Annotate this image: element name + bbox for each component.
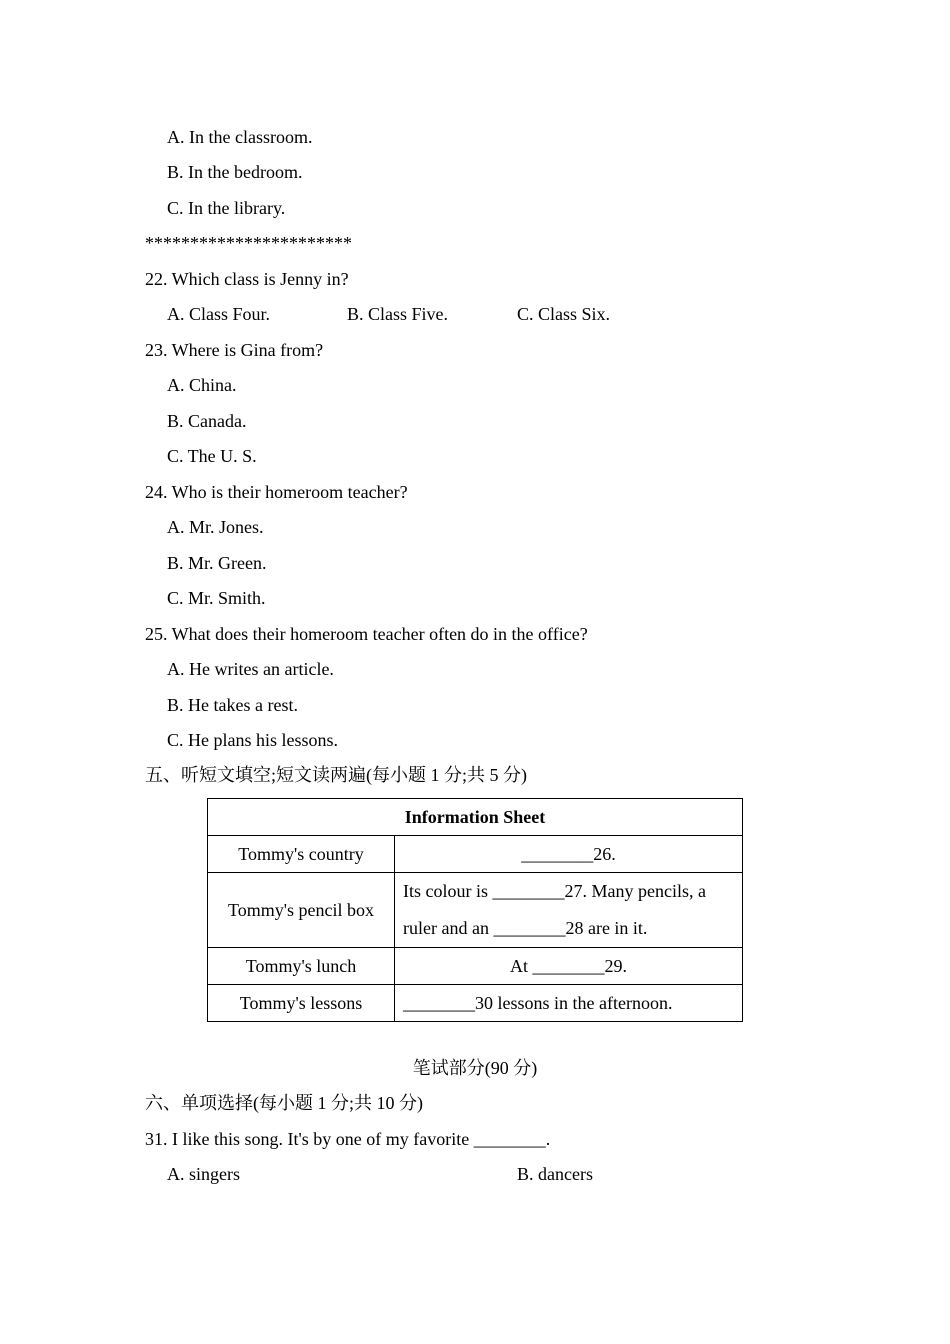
row-value-pencil-box bbox=[395, 873, 743, 948]
q22-option-c: C. Class Six. bbox=[517, 304, 611, 324]
row-value-country: ________26. bbox=[395, 836, 743, 873]
written-part-heading: 笔试部分(90 分) bbox=[412, 1058, 538, 1078]
pencil-box-line-1: Its colour is ________27. Many pencils, a bbox=[403, 881, 706, 901]
q22-question: 22. Which class is Jenny in? bbox=[145, 269, 349, 289]
q22-option-b: B. Class Five. bbox=[347, 304, 449, 324]
table-row bbox=[208, 985, 743, 1022]
q23-question: 23. Where is Gina from? bbox=[145, 340, 324, 360]
q23-option-a: A. China. bbox=[167, 375, 237, 395]
section6-heading: 六、单项选择(每小题 1 分;共 10 分) bbox=[145, 1093, 423, 1113]
q22-options-row bbox=[0, 303, 950, 325]
table-row bbox=[208, 836, 743, 873]
row-label-lessons: Tommy's lessons bbox=[208, 985, 395, 1022]
row-value-lessons: ________30 lessons in the afternoon. bbox=[395, 985, 743, 1022]
table-row bbox=[208, 873, 743, 948]
q31-option-b: B. dancers bbox=[517, 1164, 593, 1184]
q25-option-a: A. He writes an article. bbox=[167, 659, 334, 679]
q25-question: 25. What does their homeroom teacher often do in the office? bbox=[145, 624, 588, 644]
table-row bbox=[208, 799, 743, 836]
q31-options-row bbox=[0, 1163, 950, 1185]
q23-option-b: B. Canada. bbox=[167, 411, 247, 431]
row-label-country: Tommy's country bbox=[208, 836, 395, 873]
q31-question: 31. I like this song. It's by one of my favorite ________. bbox=[145, 1129, 551, 1149]
section5-heading: 五、听短文填空;短文读两遍(每小题 1 分;共 5 分) bbox=[145, 765, 527, 785]
table-row bbox=[208, 948, 743, 985]
information-sheet-table bbox=[207, 798, 743, 1022]
table-title: Information Sheet bbox=[208, 799, 743, 836]
q31-option-a: A. singers bbox=[167, 1164, 240, 1184]
q21-option-a: A. In the classroom. bbox=[167, 127, 313, 147]
pencil-box-line-2: ruler and an ________28 are in it. bbox=[403, 918, 648, 938]
q25-option-b: B. He takes a rest. bbox=[167, 695, 298, 715]
separator-stars: *********************** bbox=[145, 233, 352, 253]
q22-option-a: A. Class Four. bbox=[167, 304, 271, 324]
q24-option-a: A. Mr. Jones. bbox=[167, 517, 264, 537]
q24-question: 24. Who is their homeroom teacher? bbox=[145, 482, 408, 502]
q21-option-b: B. In the bedroom. bbox=[167, 162, 303, 182]
q21-option-c: C. In the library. bbox=[167, 198, 286, 218]
row-value-lunch: At ________29. bbox=[395, 948, 743, 985]
row-label-lunch: Tommy's lunch bbox=[208, 948, 395, 985]
q25-option-c: C. He plans his lessons. bbox=[167, 730, 338, 750]
q24-option-c: C. Mr. Smith. bbox=[167, 588, 266, 608]
q23-option-c: C. The U. S. bbox=[167, 446, 257, 466]
q24-option-b: B. Mr. Green. bbox=[167, 553, 267, 573]
row-label-pencil-box: Tommy's pencil box bbox=[208, 873, 395, 948]
